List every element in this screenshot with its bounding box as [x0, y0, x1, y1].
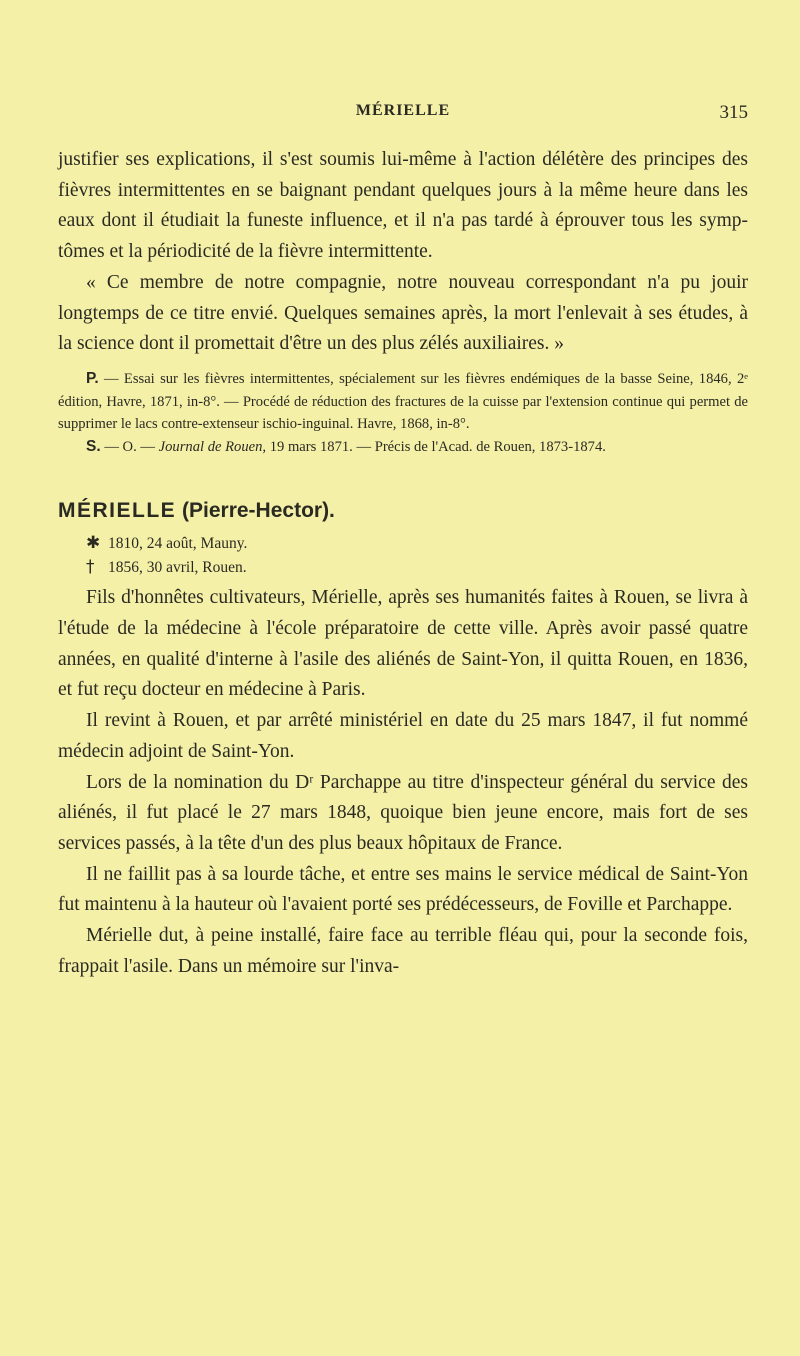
entry-surname: MÉRIELLE — [58, 499, 177, 523]
biography-paragraph: Lors de la nomination du Dʳ Parchappe au titre d'inspecteur général du service des aliénés, il fut placé le 27 mars 1848, quoique bien jeune encore, mais fort de ses services passés, à la tête d'un des plus beaux hôpitaux de France. — [58, 771, 748, 854]
running-title: MÉRIELLE — [355, 102, 451, 119]
birth-star-icon: ✱ — [86, 533, 101, 554]
birth-line — [58, 532, 748, 556]
biography-paragraph: Mérielle dut, à peine installé, faire face au terrible fléau qui, pour la seconde fois, frappait l'asile. Dans un mémoire sur l'inva- — [58, 925, 748, 977]
sources-journal: Journal de Rouen, — [158, 438, 267, 455]
biography-paragraph: Fils d'honnêtes cultivateurs, Mérielle, après ses humanités faites à Rouen, se livra à l'étude de la médecine à l'école préparatoire de cette ville. Après avoir passé quatre années, en qualité d'interne à l'asile des aliénés de Saint-Yon, il quitta Rouen, en 1836, et fut reçu docteur en médecine à Paris. — [58, 587, 748, 701]
page-number: 315 — [719, 102, 748, 123]
continuation-paragraph: justifier ses explications, il s'est soumis lui-même à l'action délétère des principes des fièvres intermittentes en se baignant pendant quelques jours à la même heure dans les eaux dont il étudiait la funeste influence, et il n'a pas tardé à éprouver tous les symptômes et la périodicité de la fièvre intermittente. — [58, 149, 748, 263]
page-content — [58, 145, 748, 982]
birth-text: 1810, 24 août, Mauny. — [108, 535, 248, 553]
entry-heading — [58, 496, 748, 526]
death-line — [58, 556, 748, 580]
quotation-paragraph: « Ce membre de notre compagnie, notre nouveau correspondant n'a pu jouir longtemps de ce titre envié. Quelques semaines après, la mort l'enlevait à ses études, à la science dont il promettait d'être un des plus zélés auxiliaires. » — [58, 271, 748, 355]
sources-note — [58, 436, 748, 459]
sources-siglum: S. — [86, 437, 101, 455]
publications-text: — Essai sur les fièvres intermittentes, spécialement sur les fièvres endémiques de la basse Seine, 1846, 2ᵉ édition, Havre, 1871, in-8°. — Procédé de réduction des fractures de la cuisse par l'extension continue qui permet de supprimer le lacs contre-extenseur ischio-inguinal. Havre, 1868, in-8°. — [58, 370, 748, 433]
death-text: 1856, 30 avril, Rouen. — [108, 558, 247, 576]
biography-paragraph: Il revint à Rouen, et par arrêté ministériel en date du 25 mars 1847, il fut nommé médecin adjoint de Saint-Yon. — [58, 710, 748, 762]
biography — [58, 583, 748, 982]
biography-paragraph: Il ne faillit pas à sa lourde tâche, et entre ses mains le service médical de Saint-Yon fut maintenu à la hauteur où l'avaient porté ses prédécesseurs, de Foville et Parchappe. — [58, 863, 748, 916]
death-dagger-icon: † — [86, 556, 95, 577]
running-header — [58, 102, 748, 126]
sources-prefix: — O. — — [104, 438, 155, 455]
publications-siglum: P. — [86, 369, 99, 387]
sources-text: 19 mars 1871. — Précis de l'Acad. de Rouen, 1873-1874. — [269, 438, 606, 455]
entry-forenames: (Pierre-Hector). — [182, 499, 335, 523]
publications-note — [58, 368, 748, 436]
